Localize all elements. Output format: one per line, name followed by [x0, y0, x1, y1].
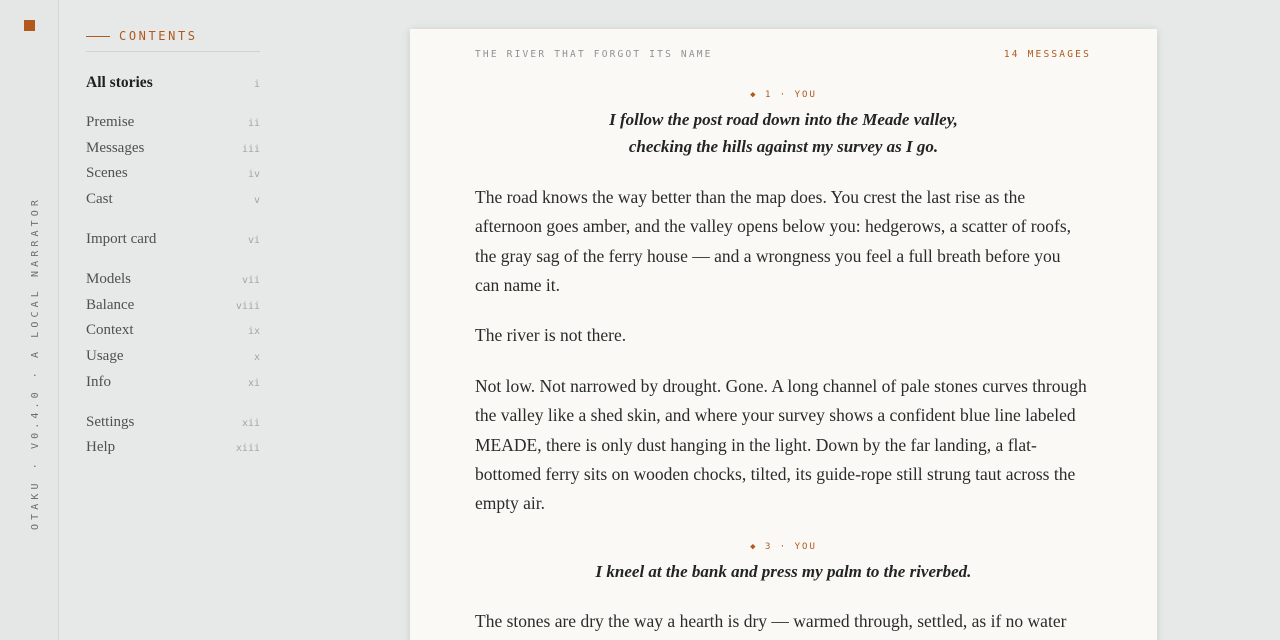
nav-item-all-stories[interactable]: All stories i	[86, 74, 260, 91]
message-count: 14 MESSAGES	[1003, 49, 1091, 60]
story-header	[475, 49, 1091, 60]
nav-item-cast[interactable]: Cast v	[86, 191, 260, 207]
narration-paragraph: The river is not there.	[475, 325, 627, 345]
app-rail	[0, 0, 59, 640]
contents-heading: CONTENTS	[86, 28, 260, 52]
nav-item-import-card[interactable]: Import card vi	[86, 231, 260, 247]
story-page	[410, 29, 1157, 640]
nav-item-premise[interactable]: Premise ii	[86, 114, 260, 130]
nav-item-balance[interactable]: Balance viii	[86, 297, 260, 313]
nav-item-scenes[interactable]: Scenes iv	[86, 165, 260, 181]
user-message-tag: ◆ 3 · YOU	[750, 542, 817, 552]
nav-item-info[interactable]: Info xi	[86, 374, 260, 390]
nav-item-help[interactable]: Help xiii	[86, 439, 260, 455]
nav-item-models[interactable]: Models vii	[86, 271, 260, 287]
user-message-line: I kneel at the bank and press my palm to the riverbed.	[595, 562, 972, 581]
narration-paragraph: The road knows the way better than the map does. You crest the last rise as the afternoon goes amber, and the valley opens below you: hedgerows, a scatter of roofs, the gray sag of the ferry house — and a wrongness you feel a full breath before you can name it.	[475, 187, 1072, 295]
user-message-line: I follow the post road down into the Meade valley,	[609, 110, 958, 129]
narration-paragraph: Not low. Not narrowed by drought. Gone. A long channel of pale stones curves through the valley like a shed skin, and where your survey shows a confident blue line labeled MEADE, there is only dust hanging in the light. Down by the far landing, a flat-bottomed ferry sits on wooden chocks, tilted, its guide-rope still strung taut across the empty air.	[475, 376, 1087, 514]
brand-square-icon	[24, 20, 35, 31]
story-title: THE RIVER THAT FORGOT ITS NAME	[475, 49, 713, 60]
nav-item-settings[interactable]: Settings xii	[86, 414, 260, 430]
nav-item-usage[interactable]: Usage x	[86, 348, 260, 364]
narration-paragraph: The stones are dry the way a hearth is dry — warmed through, settled, as if no water	[475, 611, 1067, 631]
user-message-line: checking the hills against my survey as I go.	[628, 137, 939, 156]
nav-item-context[interactable]: Context ix	[86, 322, 260, 338]
user-message-tag: ◆ 1 · YOU	[750, 90, 817, 100]
nav-item-messages[interactable]: Messages iii	[86, 140, 260, 156]
app-version-label: OTAKU · V0.4.0 · A LOCAL NARRATOR	[30, 196, 41, 530]
heading-dash-icon	[86, 36, 110, 37]
